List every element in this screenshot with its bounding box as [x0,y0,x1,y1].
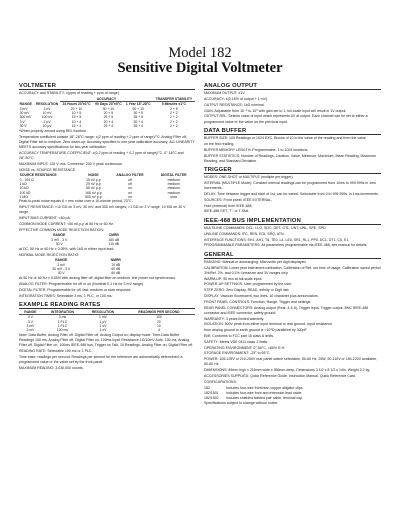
nmr-heading: NORMAL MODE REJECTION RATIO: [19,252,80,257]
transfer-group-header: TRANSFER STABILITY [153,97,195,102]
column-header: DIGITAL FILTER [160,173,187,178]
table-cell: 30 mV [19,110,30,115]
common-mode-current: COMMON MODE CURRENT: <50 nA p-p at 50 Hz or 60 Hz. [19,221,114,226]
ieee-p1: MULTILINE COMMANDS: DCL, LLO, SDC, GET, GTL, UNT, UNL, SPE, SPD. [204,225,327,230]
table-cell: off [128,181,132,186]
table-cell: 30 + 5 [133,110,143,115]
gen-p4: POWER-UP SETTINGS: User programmed by the user. [204,282,293,287]
product-title: Sensitive Digital Voltmeter [117,60,283,77]
config-item [204,396,381,401]
input-bias: INPUT BIAS CURRENT: <60 pA. [19,215,71,220]
table-cell: 3 mV [57,262,66,267]
gen-p7: FRONT PANEL CONTROLS: Function, Range, Trigger and settings. [204,299,312,304]
trig-p2: INTERVAL (MULTIPLE Mode): Constant interval readings can be programmed from 10ms to 999.999s in 1ms increments. [204,181,376,191]
noise-table-body [19,178,195,199]
right-column [204,83,381,512]
nmrr-table [27,258,136,275]
analog-filter: ANALOG FILTER: Programmable for off or on (Nominal 0.1 Hz for 3 mV range). [19,281,145,286]
config-description: Includes four-wire front/rear, copper alligator clips. [226,385,304,390]
noise-note: Peak-to-peak noise equals 6 × rms noise over a 10-minute period, 23°C. [19,199,133,204]
example-note: Note: Data Buffer, Analog Filter off, Digital Filter off, Analog Output on; display mode. Time-Data Buffer Readings 100 ms, Analog Filter off, Digital Filter on, 100ms Input Resistance 1Ω/10mV Auto, 100 ms, Analog Filter off, Digital Filter on, 100ms IEEE-488 bus, Trigger on Talk, 10 Readings, Analog Filter on, Digital Filter off. [19,332,194,347]
table-cell: 60 dB [111,271,121,276]
left-column [19,83,195,512]
input-resistance: INPUT RESISTANCE: >10 GΩ on 3 mV, 30 mV, and 300 mV ranges; >1 GΩ on 3 V range, 10 MΩ on 30 V range. [19,204,186,215]
cmrr-table [27,233,136,246]
table-cell: 100 ms [56,328,68,333]
table-cell: 20 + 10 [70,106,83,111]
column-header: RANGE [55,258,68,263]
gen-p6: DISPLAY: Vacuum fluorescent, two lines. 10 character plus annunciators. [204,294,319,299]
reading-rate: READING RATE: Selectable 100 ms or 1 PLC. [19,348,93,353]
table-cell: 1 kΩ [19,181,27,186]
accuracy-note: *When properly zeroed using REL function. [19,128,87,133]
gen-p2: CALIBRATION: Lower year instrument calibration, Calibration of Ref. our time of usage. Calibration saved period 3%/Ref. 2%, and 0.1% Linearizer and 3V ranges only. [204,265,381,275]
config-model: 182/1801 [204,390,219,395]
table-cell: 35 + 4 [133,123,143,128]
config-description: Includes shielded twisted pair cable, terminal cap. [226,395,304,400]
table-cell: 1 µV [43,119,51,124]
example-heading: EXAMPLE READING RATES [19,302,195,309]
table-cell: 3 mV - 3 V [51,237,68,242]
ao-resistance: OUTPUT RESISTANCE: 1kΩ nominal. [204,102,265,107]
cmr-heading: EFFECTIVE COMMON MODE REJECTION RATION: [19,227,104,232]
trig-p1: MODES: ONE-SHOT or MULTIPLE (multiple per trigger). [204,175,294,180]
table-cell: 1 PLC [57,323,68,328]
table-cell: 2 + 2 [170,115,178,120]
table-cell: off [128,177,132,182]
model-title: Model 182 [168,45,232,61]
title-block [0,46,400,76]
table-cell: 3 mV [26,328,35,333]
db-p2: on the first reading. [204,141,235,146]
gen-p10: ISOLATION: 500V peak from either input terminal to rear ground. Input resistance [204,322,333,327]
table-cell: 10 nV [42,110,52,115]
voltmeter-heading: VOLTMETER [19,83,195,90]
gen-p9: WARRANTY: 3 years limited warranty. [204,316,265,321]
table-cell: 30 + 10 [102,106,115,111]
table-cell: 55 nV p-p [86,186,101,191]
table-cell: 3 mV [26,323,35,328]
gen-p13: SAFETY: Meets VDE 0411 class 1 limits. [204,339,269,344]
column-header: RANGE [24,310,37,315]
table-cell: 70 dB [111,262,121,267]
table-cell: medium [167,186,180,191]
column-header: 24 Hours 23°±1°C [62,102,91,107]
column-header: 90 Days 23°±5°C [95,102,122,107]
example-table [19,310,195,332]
table-cell: 2 + 2 [170,119,178,124]
trig-p4: SOURCES: Front panel, IEEE EXTERNAL, [204,197,273,202]
table-cell: 2 + 2 [170,123,178,128]
table-cell: 3 V [27,319,33,324]
table-cell: 4 [157,328,160,333]
ieee-heading: IEEE-488 BUS IMPLEMENTATION [204,218,381,225]
table-cell: 2 + 5 [170,106,178,111]
accuracy-intro: ACCURACY and STABILITY: ±(ppm of reading + ppm of range) [19,91,119,96]
table-cell: 1 µV [99,319,107,324]
ao-max-output: MAXIMUM OUTPUT: ±1V. [204,91,246,96]
table-cell: 20 [157,319,161,324]
table-cell: medium [167,181,180,186]
gen-p8: REAR PANEL CONNECTORS: Analog output (Rear, 4 & 8), Trigger input, Trigger output, BNC IEEE-488 connector and IEEE connector, safety ground. [204,305,369,315]
table-cell: 20 + 5 [103,110,114,115]
table-cell: 3 V [19,119,25,124]
column-header: NMRR [110,258,121,263]
gen-p11: from analog ground to earth ground is >10⁹Ω paralleled by 300pF. [204,328,308,333]
noise-table [19,173,195,199]
column-header: 5 Minutes ±1°C [161,102,186,107]
noise-intro: NOISE vs. SOURCE RESISTANCE [19,167,76,172]
table-cell: 3 mV [19,106,28,111]
table-cell: 1 MΩ [19,194,28,199]
gen-p3: WARM-UP: 90 min at full-scale input. [204,276,263,281]
table-cell: 100 nV [41,115,53,120]
table-cell: 500 nV p-p [85,194,102,199]
table-cell: 110 dB [108,241,120,246]
table-cell: 100 kΩ [19,190,31,195]
table-row [27,242,136,246]
column-header: RANGE [53,233,66,238]
ao-offset: OUTPUT REL: Selects value of input which represents 0V at output. Each channel can be set to either a programmed value or the value on the previous input. [204,114,368,124]
accuracy-tempco: ACCURACY TEMPERATURE COEFFICIENT: ±(0.2 ppm of reading + 0.2 ppm of range)/°C, 0°-18°C and 28°-50°C. [19,150,184,160]
column-header: ANALOG FILTER [116,173,144,178]
ieee-p4: PROGRAMMABLE PARAMETERS: All parameters programmable via IEEE-488, see manual for details. [204,243,368,248]
db-p4: BUFFER STATISTICS: Number of Readings, Location, Value, Minimum, Maximum, Mean Reading, Maximum Reading, and Standard Deviation. [204,153,376,163]
configurations-list [204,386,381,401]
db-p3: BUFFER MEMORY LENGTH: Programmable, 1 to 1024 locations. [204,147,309,152]
table-cell: 60 dB [111,267,121,271]
column-header: SOURCE RESISTANCE [19,173,57,178]
table-cell: 15 + 4 [71,123,82,128]
cmrr-table-body [27,238,136,247]
ieee-p2: UNILINE COMMANDS: IFC, REN, EOI, SRQ, ATN. [204,231,285,236]
nmrr-table-body [27,263,136,276]
table-cell: 1 nV [43,106,51,111]
gen-p12: EMI: Conforms to FCC part 15 class A limits. [204,334,274,339]
ieee-p3: INTERFACE FUNCTIONS: SH1, AH1, T6, TE0, L4, LE0, SR1, RL1, PP0, DC1, DT1, C0, E1. [204,237,350,242]
analog-output-heading: ANALOG OUTPUT [204,83,381,90]
table-cell: 30 V [19,123,27,128]
max-reading: MAXIMUM READING: 3,030,000 counts. [19,365,84,370]
accuracy-group-header: ACCURACY [60,97,153,102]
reading-rate-detail: Time base, readings per second: Readings per second for the reference are automatically determined; a programmed value or the value set by the front panel. [19,354,183,364]
config-description: Includes four-wire front and extension lead cable. [226,390,303,395]
column-header: INTEGRATION [50,310,74,315]
example-table-body [19,315,195,333]
column-header: RESOLUTION [91,310,115,315]
table-cell: 300 mV [19,115,32,120]
table-cell: 1 nV [99,323,107,328]
table-cell: 30 + 4 [133,119,143,124]
table-cell: slow [170,194,178,199]
table-cell: on [128,194,132,199]
table-cell: medium [167,190,180,195]
table-cell: 10 + 5 [71,110,82,115]
gen-p17: DIMENSIONS: 89mm high x 216mm wide x 356mm deep, Dimensions 3 1/2 x 8 1/2 x 14in, Weight 3.2 kg. [204,368,371,373]
table-row [19,124,195,128]
table-row [27,271,136,275]
accuracy-table [19,97,195,128]
column-header: RANGE [19,102,32,107]
trig-p3: DELAY: Time between trigger and start of 1st, can be varied, Selectable from 0 to 999.999s, in 1ms increments. [204,192,379,197]
trig-p5: Hold (external) from IEEE-488, [204,203,253,208]
gen-p1: RANGING: Manual or autoranging. Microvolts per digit displayed. [204,259,307,264]
column-header: RESOLUTION [35,102,59,107]
table-cell: 1 mV [99,315,107,320]
table-cell: 1 PLC [57,319,68,324]
table-cell: 35 + 5 [133,115,143,120]
table-cell: 160 dB [108,237,120,242]
table-cell: 1 nV [99,328,107,333]
table-cell: 25 + 5 [103,115,114,120]
db-p1: BUFFER SIZE: 100 Readings or 1024 EXC. Blocks of 10 to the value of the reading and from the value [204,136,366,141]
table-cell: 30 V [57,271,65,276]
table-cell: 0 - 100 Ω [19,177,34,182]
general-heading: GENERAL [204,252,381,259]
gen-p5: STEP ZERO: Zero Display, READ, Infinity or Digit last. [204,288,290,293]
gen-p18: ACCESSORIES SUPPLIED: Quick Reference Guide, Instruction Manual, Quick Reference Card. [204,374,356,379]
table-cell: on [128,190,132,195]
nmr-note: At 50 Hz or 60 Hz ± 0.05% with analog filter off, digital filter on medium, line power not synchronous. [19,276,177,281]
table-cell: 100 [156,315,162,320]
table-cell: 30 V [55,241,63,246]
data-buffer-heading: DATA BUFFER [204,128,381,135]
table-cell: 25 nV p-p [86,181,101,186]
table-cell: 3 V [27,315,33,320]
table-cell: 25 + 4 [103,123,114,128]
table-cell: 20 + 4 [103,119,114,124]
temperature-note: Temperature coefficient outside 18°-28°C range: ±(2 ppm of reading + 2 ppm of range)/°C. Analog Filter off, Digital Filter set to medium. Zero warm-up: Accuracy specified to one year calibration accuracy; ALL LINEARITY MEETS accuracy specifications for two-year calibration. [19,134,195,149]
table-cell: 60 + 10 [132,106,144,111]
ao-gain: GAIN: Adjustable from 10⁻⁶ to 10⁶ with gain set to 1, full-scale input will result in 1V output. [204,108,347,113]
table-cell: medium [167,177,180,182]
table-cell: 165 nV p-p [85,190,102,195]
table-cell: 10 [157,323,161,328]
config-model: 182/1802 [204,395,219,400]
table-cell: 15 nV p-p [86,177,101,182]
config-model: 182 [204,385,210,390]
column-header: NOISE [88,173,99,178]
accuracy-table-header [19,102,195,107]
max-input: MAXIMUM INPUT: 120 V rms. Connector: 200 V peak continuous. [19,161,123,166]
column-header: CMRR [108,233,119,238]
gen-p16: POWER: 105-125V or 210-250V rear panel switch selectable, 50-60 Hz, 25W, 90-110V or 180-220V available, 50-60 Hz. [204,357,378,367]
column-header: READINGS PER SECOND [138,310,180,315]
gen-p20: Specifications subject to change without notice. [204,400,279,405]
table-cell: on [128,186,132,191]
cmr-note: at DC, 50 Hz or 60 Hz ± 0.05%, with 1kΩ in either input lead. [19,246,115,251]
table-cell: 2 + 2 [170,110,178,115]
table-cell: 15 + 5 [71,115,82,120]
integration-times: INTEGRATION TIMES: Selectable 3 ms, 1 PLC, or 100 ms. [19,293,113,298]
ao-accuracy: ACCURACY: ±(0.15% of output + 1 mV). [204,97,269,102]
table-cell: 10 + 4 [71,119,82,124]
table-cell: 30 mV - 3 V [52,267,71,271]
accuracy-table-body [19,107,195,128]
gen-p19: CONFIGURATIONS: [204,379,237,384]
column-header: 1 Year 18°-28°C [125,102,151,107]
trig-p6: IEEE-488 GET, 'T', or T-Stat. [204,209,250,214]
digital-filter: DIGITAL FILTER: Programmable for off, fast, medium or slow response. [19,287,132,292]
gen-p14: OPERATING ENVIRONMENT: 0°-50°C, <80% R.H. [204,345,286,350]
gen-p15: STORAGE ENVIRONMENT: -25° to 65°C. [204,351,271,356]
table-cell: 10 µV [42,123,52,128]
table-cell: 3 ms [58,315,67,320]
table-cell: 10 kΩ [19,186,29,191]
trigger-heading: TRIGGER [204,167,381,174]
